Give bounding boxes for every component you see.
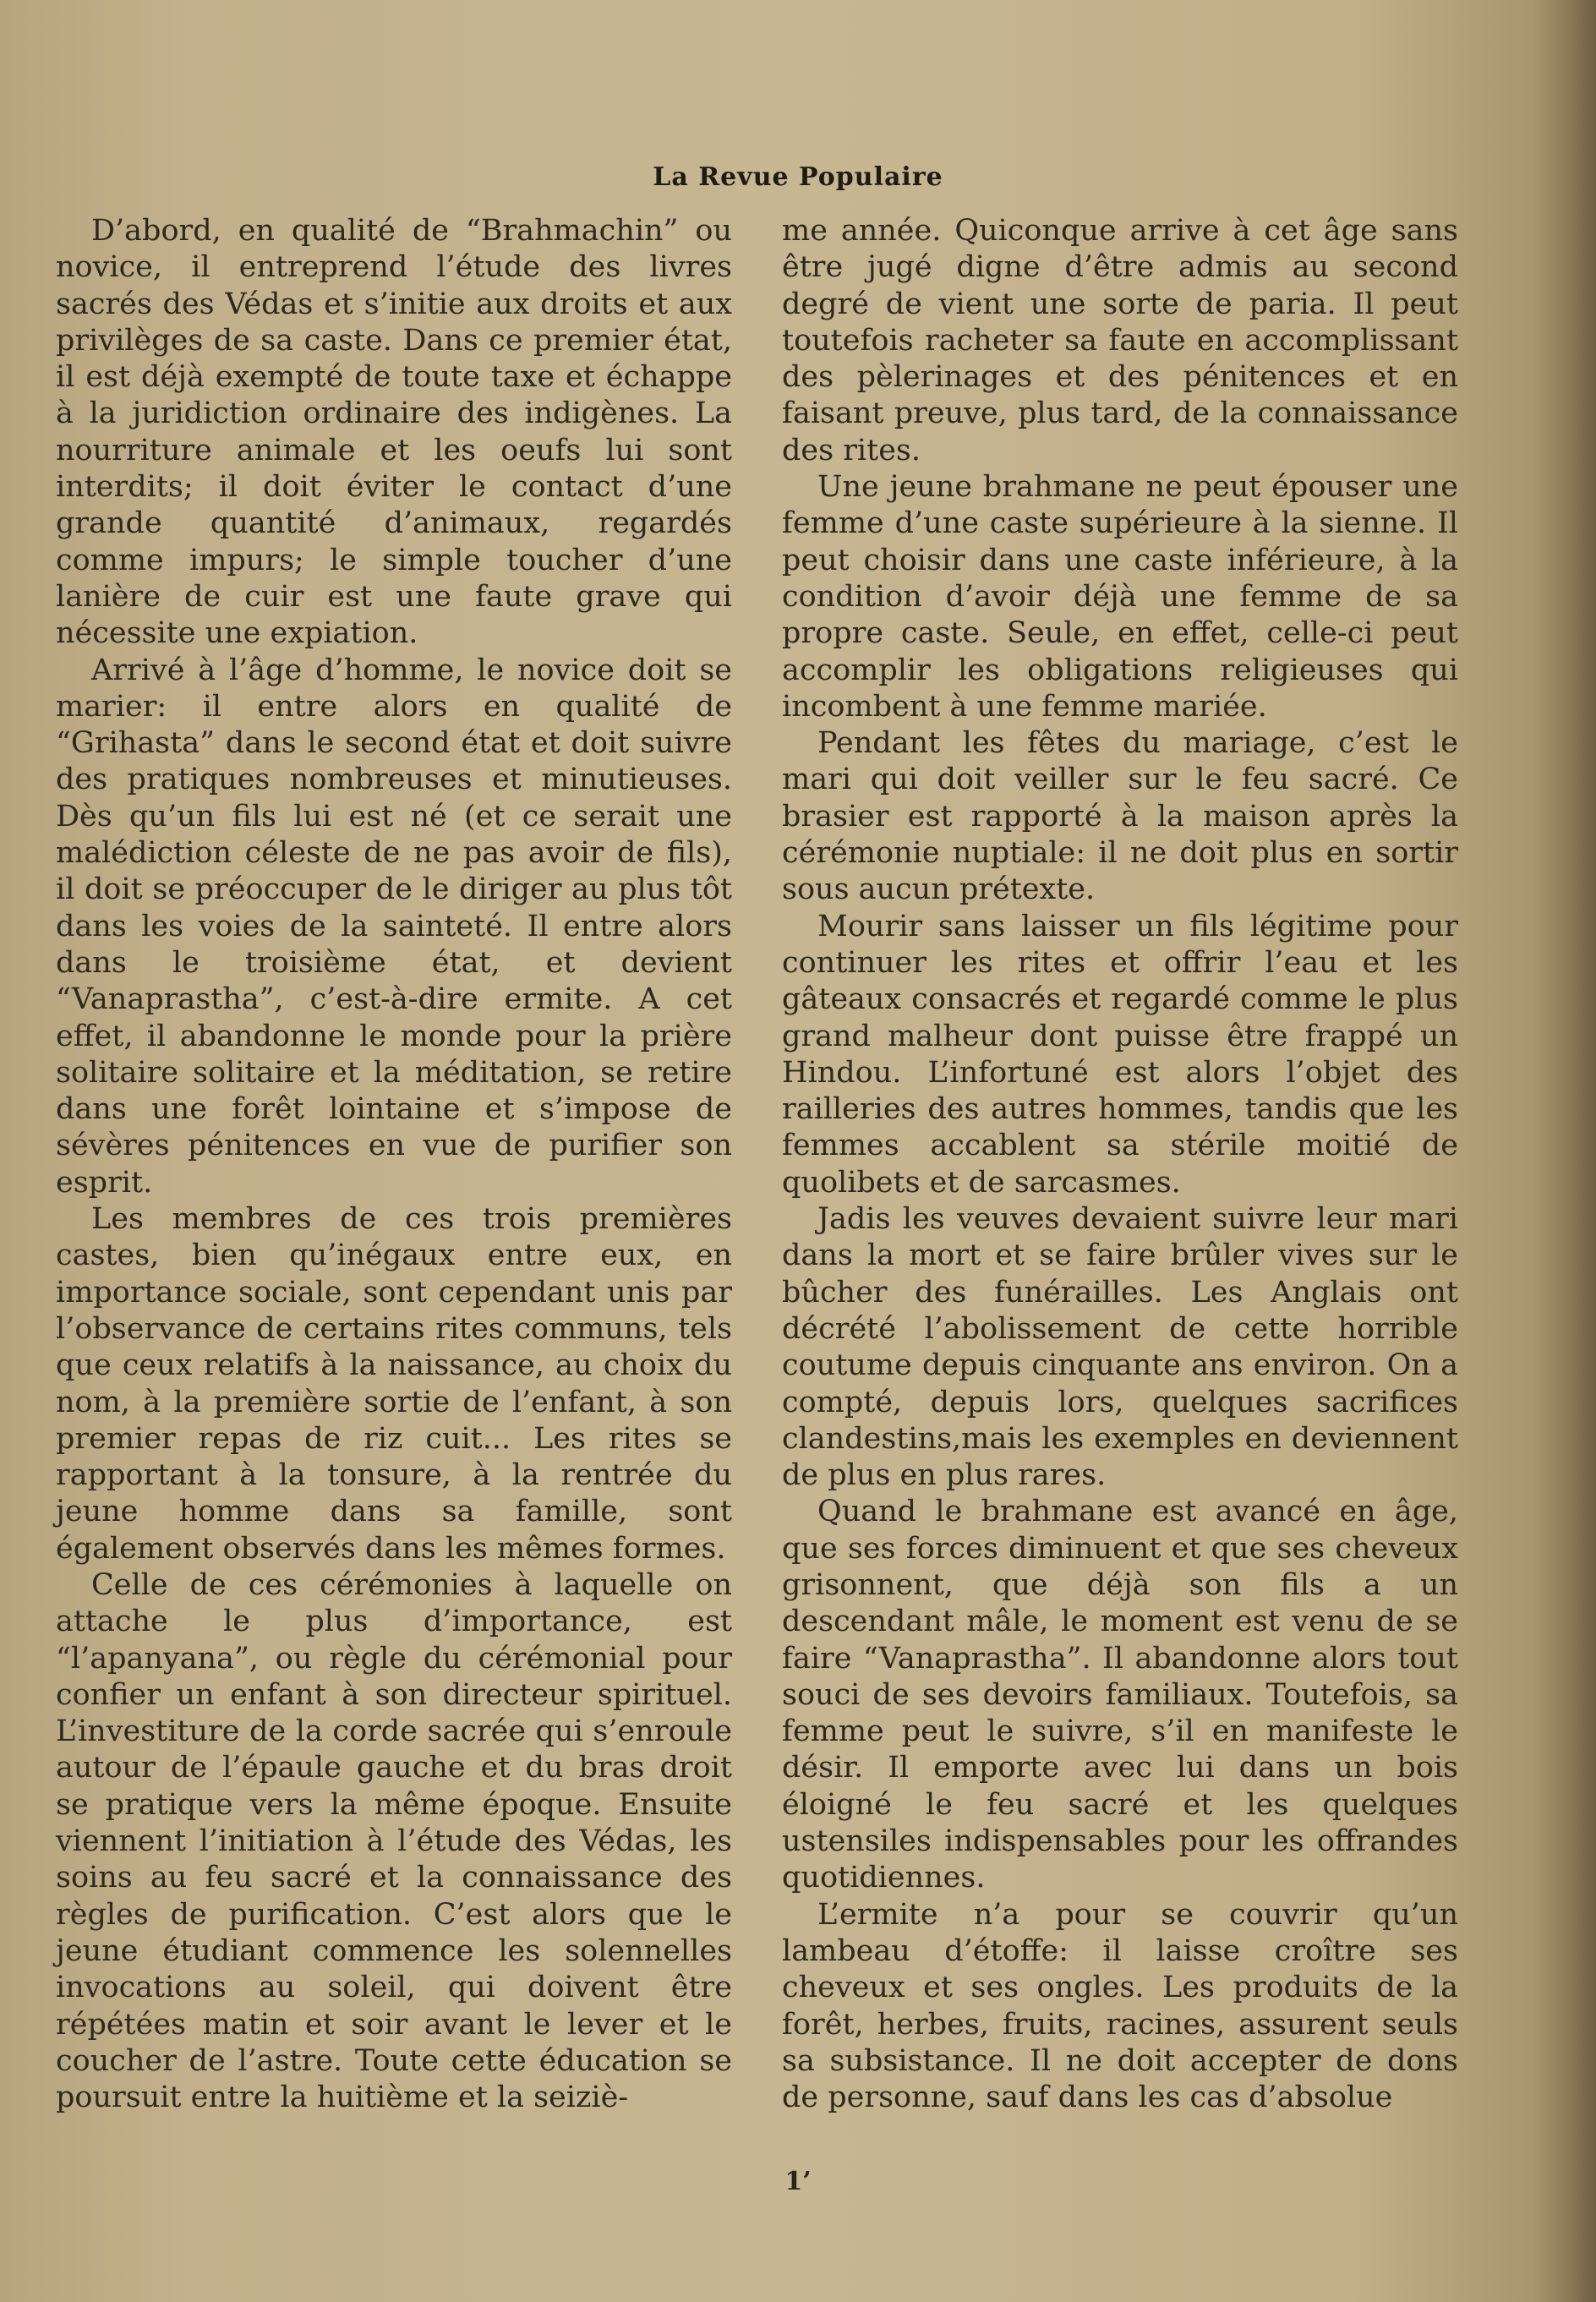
paragraph-continuation: me année. Quiconque arrive à cet âge sans être jugé digne d’être admis au second degré de vient une sorte de paria. Il peut toutefois racheter sa faute en accomplissant des pèlerinages et des pénitences et en faisant preuve, plus tard, de la connaissance des rites. (782, 214, 1458, 468)
page-number: 1’ (784, 2167, 812, 2196)
paragraph: Quand le brahmane est avancé en âge, que ses forces diminuent et que ses cheveux grisonnent, que déjà son fils a un descendant mâle, le moment est venu de se faire “Vanaprastha”. Il abandonne alors tout souci de ses devoirs familiaux. Toutefois, sa femme peut le suivre, s’il en manifeste le désir. Il emporte avec lui dans un bois éloigné le feu sacré et les quelques ustensiles indispensables pour les offrandes quotidiennes. (782, 1495, 1458, 1895)
left-column (56, 213, 732, 2116)
right-column (782, 213, 1458, 2116)
running-header: La Revue Populaire (653, 162, 943, 192)
paragraph: Arrivé à l’âge d’homme, le novice doit se marier: il entre alors en qualité de “Grihasta” dans le second état et doit suivre des pratiques nombreuses et minutieuses. Dès qu’un fils lui est né (et ce serait une malédiction céleste de ne pas avoir de fils), il doit se préoccuper de le diriger au plus tôt dans les voies de la sainteté. Il entre alors dans le troisième état, et devient “Vanaprastha”, c’est-à-dire ermite. A cet effet, il abandonne le monde pour la prière solitaire solitaire et la méditation, se retire dans une forêt lointaine et s’impose de sévères pénitences en vue de purifier son esprit. (56, 653, 732, 1200)
paragraph: Celle de ces cérémonies à laquelle on attache le plus d’importance, est “l’apanyana”, ou règle du cérémonial pour confier un enfant à son directeur spirituel. L’investiture de la corde sacrée qui s’enroule autour de l’épaule gauche et du bras droit se pratique vers la même époque. Ensuite viennent l’initiation à l’étude des Védas, les soins au feu sacré et la connaissance des règles de purification. C’est alors que le jeune étudiant commence les solennelles invocations au soleil, qui doivent être répétées matin et soir avant le lever et le coucher de l’astre. Toute cette éducation se poursuit entre la huitième et la seiziè- (56, 1567, 732, 2115)
paragraph: Les membres de ces trois premières castes, bien qu’inégaux entre eux, en importance sociale, sont cependant unis par l’observance de certains rites communs, tels que ceux relatifs à la naissance, au choix du nom, à la première sortie de l’enfant, à son premier repas de riz cuit... Les rites se rapportant à la tonsure, à la rentrée du jeune homme dans sa famille, sont également observés dans les mêmes formes. (56, 1202, 732, 1566)
paragraph: Une jeune brahmane ne peut épouser une femme d’une caste supérieure à la sienne. Il peut choisir dans une caste inférieure, à la condition d’avoir déjà une femme de sa propre caste. Seule, en effet, celle-ci peut accomplir les obligations religieuses qui incombent à une femme mariée. (782, 470, 1458, 724)
paragraph: L’ermite n’a pour se couvrir qu’un lambeau d’étoffe: il laisse croître ses cheveux et ses ongles. Les produits de la forêt, herbes, fruits, racines, assurent seuls sa subsistance. Il ne doit accepter de dons de personne, sauf dans les cas d’absolue (782, 1897, 1458, 2115)
paragraph: Pendant les fêtes du mariage, c’est le mari qui doit veiller sur le feu sacré. Ce brasier est rapporté à la maison après la cérémonie nuptiale: il ne doit plus en sortir sous aucun prétexte. (782, 726, 1458, 907)
paragraph: Mourir sans laisser un fils légitime pour continuer les rites et offrir l’eau et les gâteaux consacrés et regardé comme le plus grand malheur dont puisse être frappé un Hindou. L’infortuné est alors l’objet des railleries des autres hommes, tandis que les femmes accablent sa stérile moitié de quolibets et de sarcasmes. (782, 909, 1458, 1200)
paragraph: Jadis les veuves devaient suivre leur mari dans la mort et se faire brûler vives sur le bûcher des funérailles. Les Anglais ont décrété l’abolissement de cette horrible coutume depuis cinquante ans environ. On a compté, depuis lors, quelques sacrifices clandestins,mais les exemples en deviennent de plus en plus rares. (782, 1202, 1458, 1493)
paragraph: D’abord, en qualité de “Brahmachin” ou novice, il entreprend l’étude des livres sacrés des Védas et s’initie aux droits et aux privilèges de sa caste. Dans ce premier état, il est déjà exempté de toute taxe et échappe à la juridiction ordinaire des indigènes. La nourriture animale et les oeufs lui sont interdits; il doit éviter le contact d’une grande quantité d’animaux, regardés comme impurs; le simple toucher d’une lanière de cuir est une faute grave qui nécessite une expiation. (56, 214, 732, 651)
binding-shadow (1537, 0, 1596, 2302)
